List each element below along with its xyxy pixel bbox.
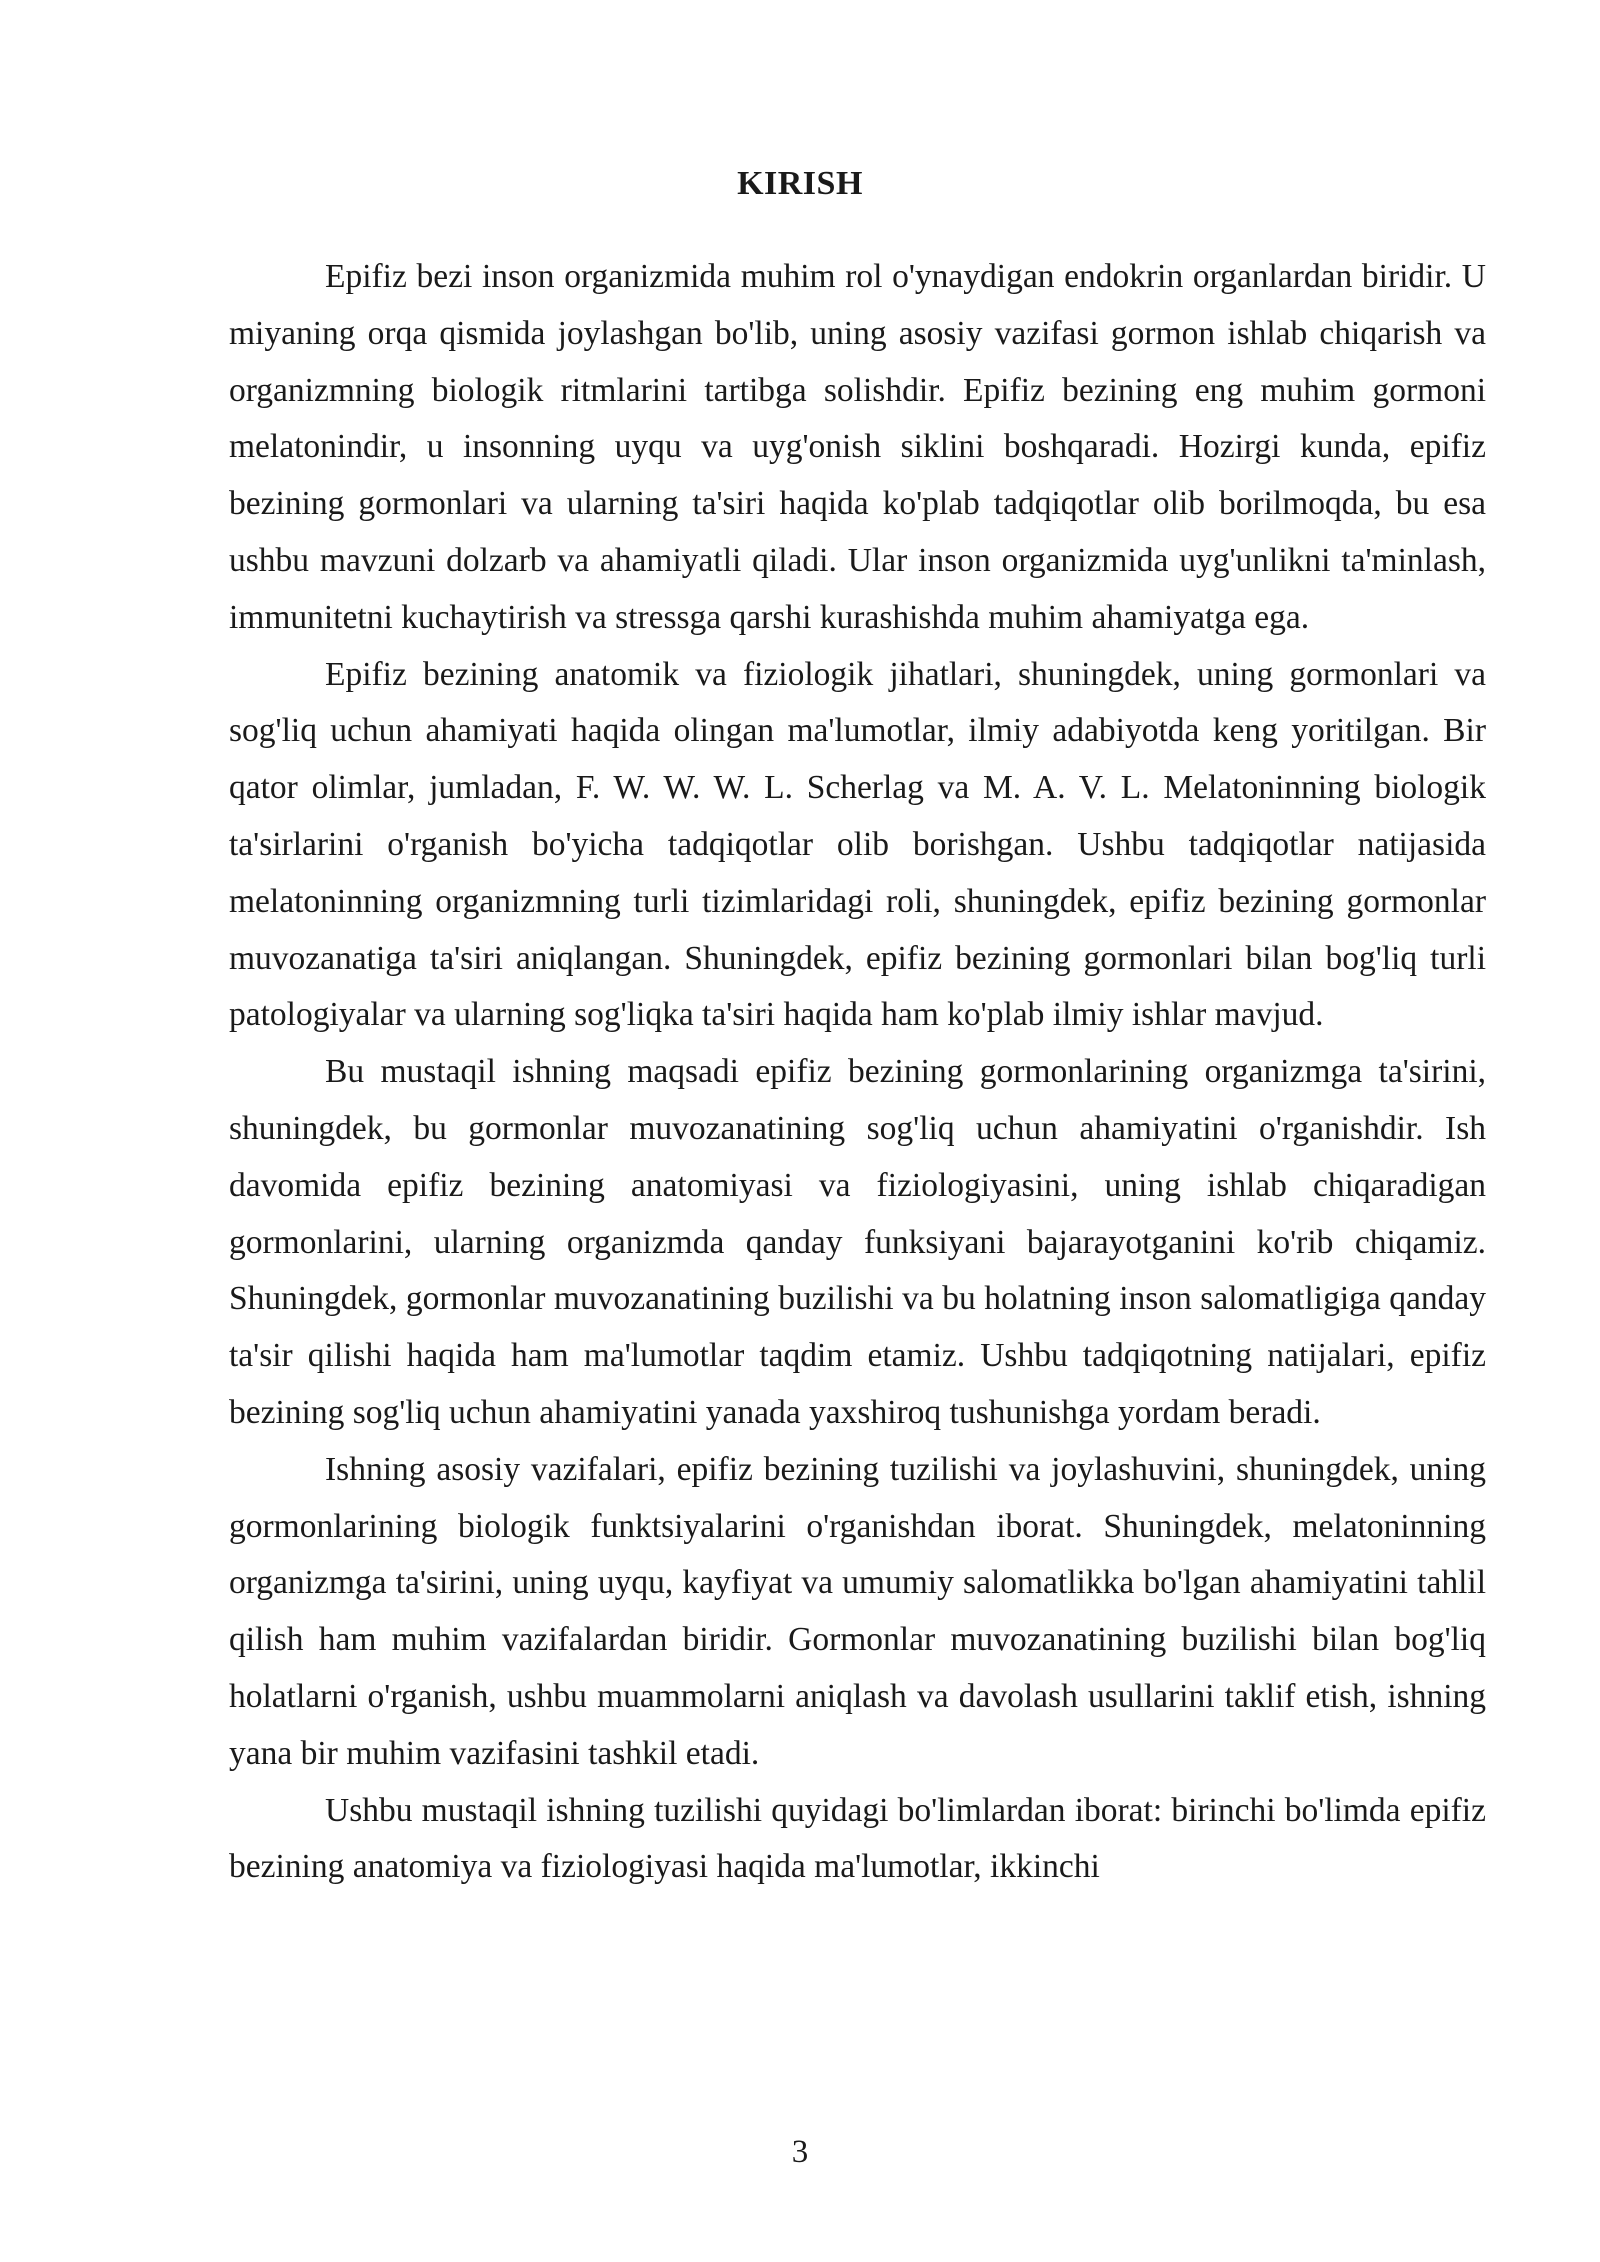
paragraph: Epifiz bezi inson organizmida muhim rol o'ynaydigan endokrin organlardan biridir. U miyaning orqa qismida joylashgan bo'lib, uning asosiy vazifasi gormon ishlab chiqarish va organizmning biologik ritmlarini tartibga solishdir. Epifiz bezining eng muhim gormoni melatonindir, u insonning uyqu va uyg'onish siklini boshqaradi. Hozirgi kunda, epifiz bezining gormonlari va ularning ta'siri haqida ko'plab tadqiqotlar olib borilmoqda, bu esa ushbu mavzuni dolzarb va ahamiyatli qiladi. Ular inson organizmida uyg'unlikni ta'minlash, immunitetni kuchaytirish va stressga qarshi kurashishda muhim ahamiyatga ega.: [229, 258, 1486, 636]
page-number: 3: [791, 2134, 809, 2170]
paragraph: Ishning asosiy vazifalari, epifiz bezining tuzilishi va joylashuvini, shuningdek, uning gormonlarining biologik funktsiyalarini o'rganishdan iborat. Shuningdek, melatoninning organizmga ta'sirini, uning uyqu, kayfiyat va umumiy salomatlikka bo'lgan ahamiyatini tahlil qilish ham muhim vazifalardan biridir. Gormonlar muvozanatining buzilishi bilan bog'liq holatlarni o'rganish, ushbu muammolarni aniqlash va davolash usullarini taklif etish, ishning yana bir muhim vazifasini tashkil etadi.: [229, 1450, 1486, 1772]
paragraph: Bu mustaqil ishning maqsadi epifiz bezining gormonlarining organizmga ta'sirini, shuningdek, bu gormonlar muvozanatining sog'liq uchun ahamiyatini o'rganishdir. Ish davomida epifiz bezining anatomiyasi va fiziologiyasini, uning ishlab chiqaradigan gormonlarini, ularning organizmda qanday funksiyani bajarayotganini ko'rib chiqamiz. Shuningdek, gormonlar muvozanatining buzilishi va bu holatning inson salomatligiga qanday ta'sir qilishi haqida ham ma'lumotlar taqdim etamiz. Ushbu tadqiqotning natijalari, epifiz bezining sog'liq uchun ahamiyatini yanada yaxshiroq tushunishga yordam beradi.: [229, 1053, 1486, 1431]
section-heading: KIRISH: [737, 165, 863, 202]
paragraph: Ushbu mustaqil ishning tuzilishi quyidagi bo'limlardan iborat: birinchi bo'limda epifiz bezining anatomiya va fiziologiyasi haqida ma'lumotlar, ikkinchi: [229, 1791, 1486, 1886]
body-text: [229, 249, 1486, 1896]
paragraph: Epifiz bezining anatomik va fiziologik jihatlari, shuningdek, uning gormonlari va sog'liq uchun ahamiyati haqida olingan ma'lumotlar, ilmiy adabiyotda keng yoritilgan. Bir qator olimlar, jumladan, F. W. W. W. L. Scherlag va M. A. V. L. Melatoninning biologik ta'sirlarini o'rganish bo'yicha tadqiqotlar olib borishgan. Ushbu tadqiqotlar natijasida melatoninning organizmning turli tizimlaridagi roli, shuningdek, epifiz bezining gormonlar muvozanatiga ta'siri aniqlangan. Shuningdek, epifiz bezining gormonlari bilan bog'liq turli patologiyalar va ularning sog'liqka ta'siri haqida ham ko'plab ilmiy ishlar mavjud.: [229, 655, 1486, 1034]
